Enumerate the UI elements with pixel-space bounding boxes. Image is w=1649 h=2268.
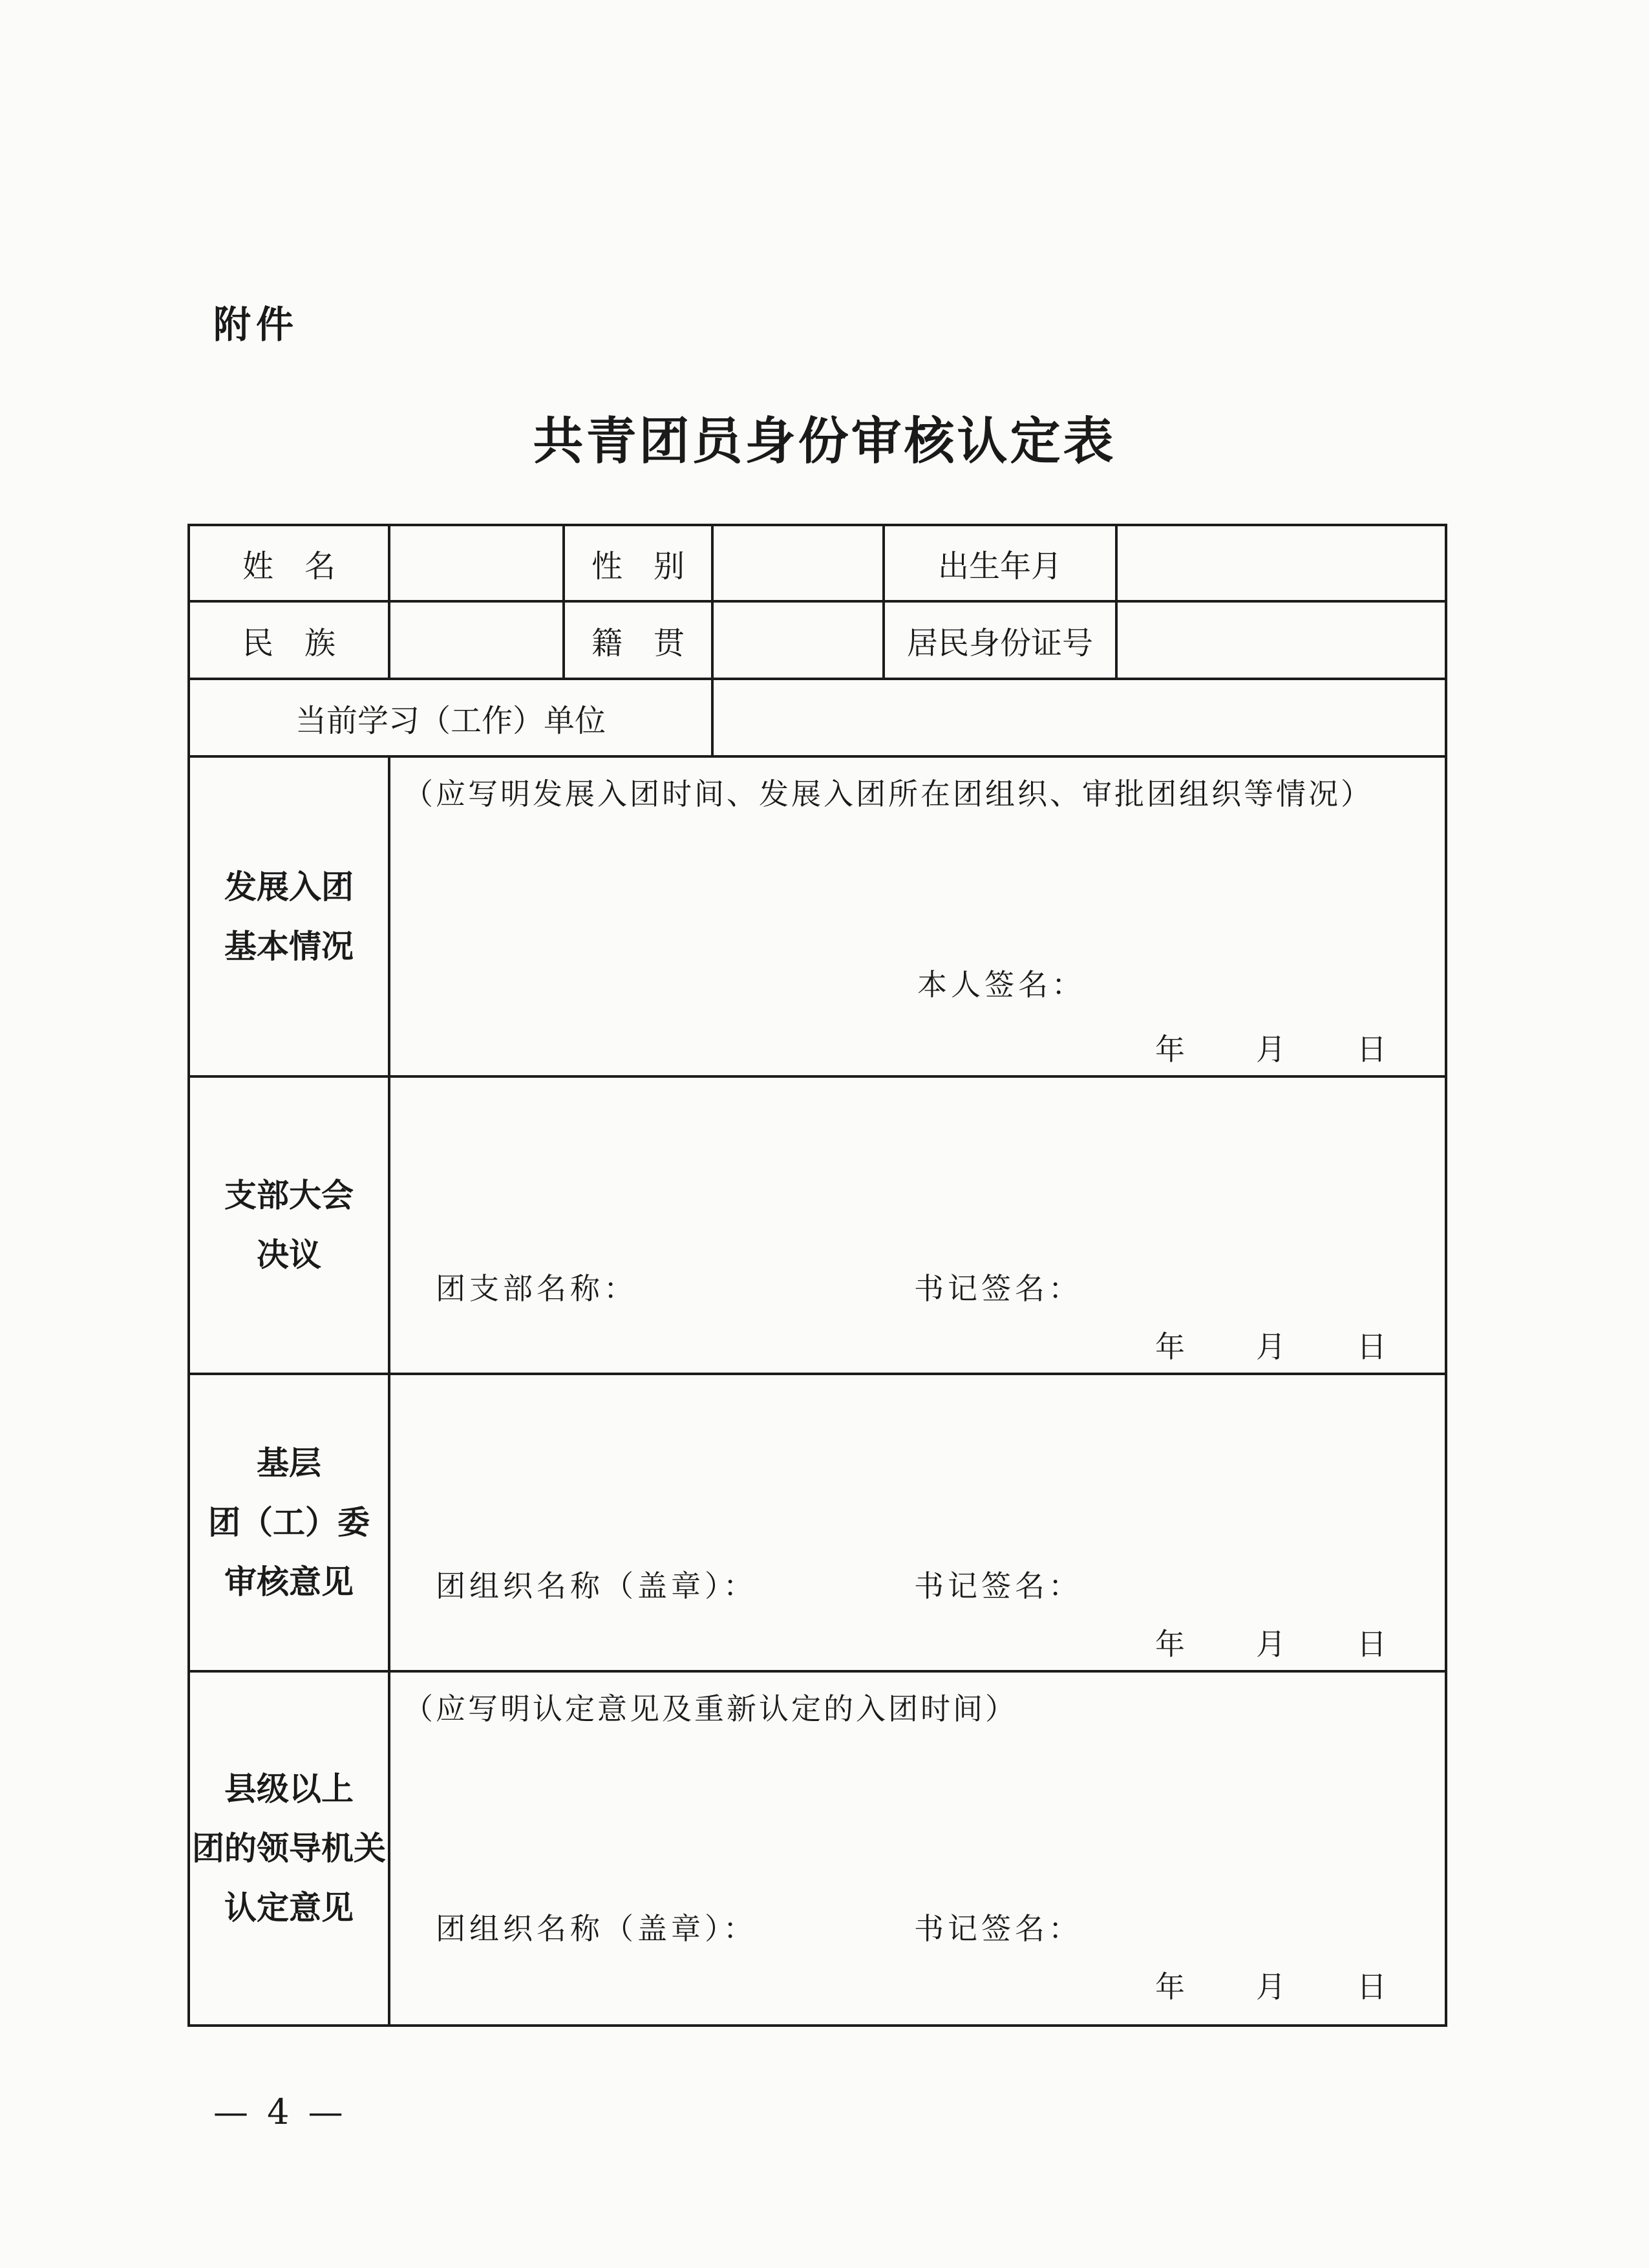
native-place-field[interactable] [712, 601, 884, 679]
branch-signature-label: 书记签名： [914, 1271, 1082, 1306]
grassroots-label-line3: 审核意见 [224, 1563, 354, 1601]
date-year: 年 [1155, 1969, 1185, 2004]
date-month: 月 [1256, 1032, 1286, 1067]
branch-meeting-label-line2: 决议 [257, 1236, 321, 1274]
county-level-label-line2: 团的领导机关 [192, 1830, 386, 1867]
birth-field[interactable] [1116, 525, 1446, 601]
county-level-hint: （应写明认定意见及重新认定的入团时间） [403, 1691, 1017, 1726]
development-date [1155, 1026, 1387, 1069]
county-level-label-line3: 认定意见 [224, 1889, 354, 1927]
date-day: 日 [1357, 1627, 1387, 1662]
development-label-line1: 发展入团 [224, 868, 354, 906]
unit-field[interactable] [712, 679, 1446, 756]
branch-meeting-label [189, 1076, 389, 1374]
county-signature-label: 书记签名： [914, 1911, 1082, 1946]
date-day: 日 [1357, 1969, 1387, 2004]
native-place-label: 籍 贯 [564, 601, 712, 679]
development-hint: （应写明发展入团时间、发展入团所在团组织、审批团组织等情况） [403, 776, 1373, 811]
county-org-label: 团组织名称（盖章）： [436, 1911, 757, 1946]
name-field[interactable] [389, 525, 564, 601]
county-level-date [1155, 1963, 1387, 2006]
grassroots-label-line1: 基层 [257, 1444, 321, 1482]
county-level-content[interactable] [389, 1671, 1446, 2026]
development-label-line2: 基本情况 [224, 927, 354, 965]
branch-meeting-date [1155, 1323, 1387, 1366]
date-day: 日 [1357, 1032, 1387, 1067]
branch-meeting-content[interactable] [389, 1076, 1446, 1374]
date-day: 日 [1357, 1329, 1387, 1364]
grassroots-label [189, 1374, 389, 1671]
date-month: 月 [1256, 1969, 1286, 2004]
grassroots-content[interactable] [389, 1374, 1446, 1671]
name-label: 姓 名 [189, 525, 389, 601]
ethnicity-label: 民 族 [189, 601, 389, 679]
date-year: 年 [1155, 1627, 1185, 1662]
page-number: — 4 — [213, 2091, 347, 2132]
development-label [189, 756, 389, 1076]
id-number-field[interactable] [1116, 601, 1446, 679]
gender-label: 性 别 [564, 525, 712, 601]
attachment-label: 附件 [213, 303, 299, 347]
county-level-label [189, 1671, 389, 2026]
branch-name-label: 团支部名称： [436, 1271, 637, 1306]
grassroots-date [1155, 1621, 1387, 1664]
county-level-label-line1: 县级以上 [224, 1770, 354, 1808]
identity-verification-form [187, 524, 1447, 2027]
grassroots-signature-label: 书记签名： [914, 1568, 1082, 1603]
gender-field[interactable] [712, 525, 884, 601]
birth-label: 出生年月 [884, 525, 1116, 601]
development-content[interactable] [389, 756, 1446, 1076]
grassroots-label-line2: 团（工）委 [208, 1504, 370, 1541]
ethnicity-field[interactable] [389, 601, 564, 679]
unit-label: 当前学习（工作）单位 [189, 679, 712, 756]
date-year: 年 [1155, 1032, 1185, 1067]
branch-meeting-label-line1: 支部大会 [224, 1177, 354, 1214]
date-month: 月 [1256, 1329, 1286, 1364]
grassroots-org-label: 团组织名称（盖章）： [436, 1568, 757, 1603]
development-signature-label: 本人签名： [917, 967, 1085, 1002]
date-month: 月 [1256, 1627, 1286, 1662]
date-year: 年 [1155, 1329, 1185, 1364]
id-number-label: 居民身份证号 [884, 601, 1116, 679]
form-title: 共青团员身份审核认定表 [533, 412, 1116, 471]
